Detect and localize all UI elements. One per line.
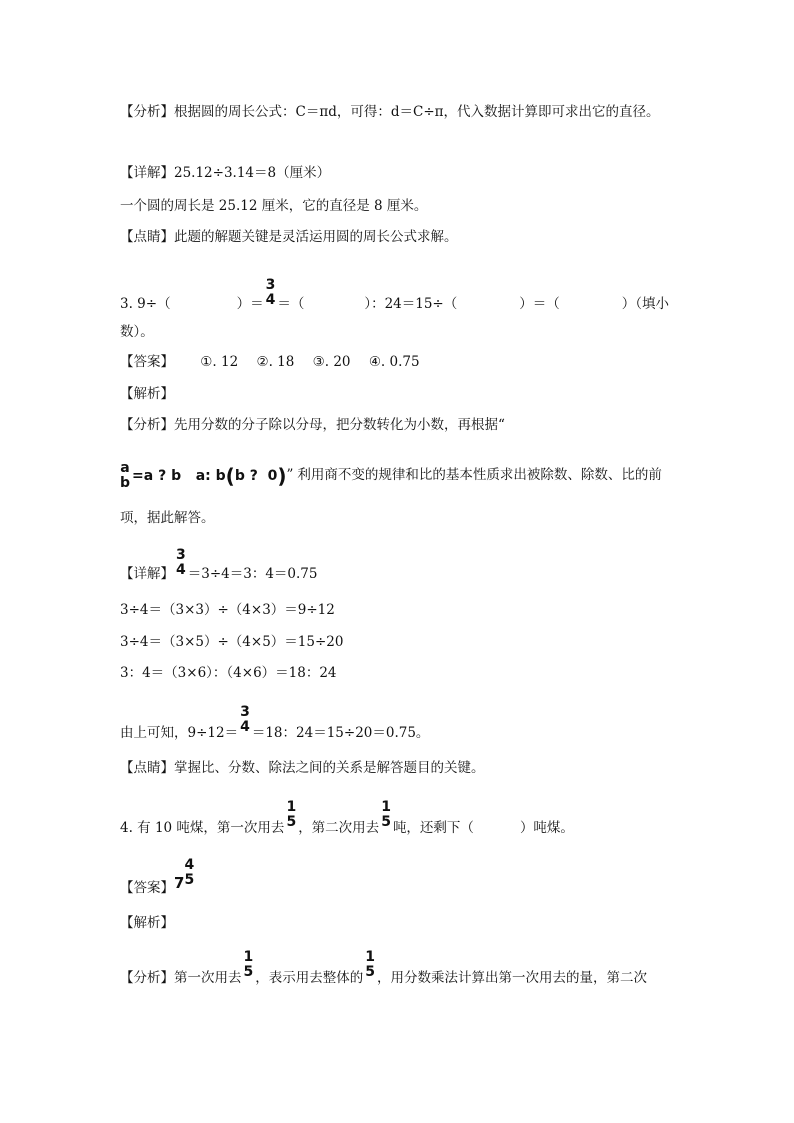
explanation-heading-4: [120, 913, 174, 933]
formula-condition: b ? 0: [234, 467, 278, 484]
mixed-number: 7: [174, 873, 185, 892]
analysis-text-2: ，表示用去整体的: [255, 970, 364, 986]
answer-item-2: ②. 18: [256, 354, 295, 370]
key-point-paragraph-3: [120, 758, 485, 778]
answer-item-1: ①. 12: [200, 354, 239, 370]
q4-mid: ，第二次用去: [298, 820, 380, 836]
detail-tag: 【详解】: [120, 566, 174, 582]
fraction-1-5: 1 5: [286, 799, 297, 830]
explanation-tag: 【解析】: [120, 386, 174, 402]
fraction-1-5: 1 5: [243, 949, 254, 980]
key-point-text: 掌握比、分数、除法之间的关系是解答题目的关键。: [174, 760, 485, 776]
conclusion: [120, 705, 429, 750]
analysis-tag: 【分析】: [120, 417, 174, 433]
q3-suffix: ）（填小: [621, 296, 669, 312]
calc-text-3: 3：4＝（3×6）：（4×6）＝18：24: [120, 665, 337, 681]
analysis-text: 先用分数的分子除以分母，把分数转化为小数，再根据“: [174, 417, 505, 433]
explanation-heading-3: [120, 384, 174, 404]
fraction-3-4: 3 4: [176, 547, 186, 578]
q4-suffix: 吨，还剩下（: [392, 820, 474, 836]
answer-tag: 【答案】: [120, 880, 174, 896]
conclusion-text: ＝18：24＝15÷20＝0.75。: [251, 725, 430, 741]
key-point-text: 此题的解题关键是灵活运用圆的周长公式求解。: [174, 229, 458, 245]
question-3-line2: [120, 322, 154, 342]
q4-prefix: 4. 有 10 吨煤，第一次用去: [120, 820, 285, 836]
q3-line2: 数）。: [120, 324, 154, 340]
fraction-1-5: 1 5: [365, 949, 375, 980]
analysis-paragraph-3: [120, 415, 505, 435]
answer-4: [120, 858, 196, 908]
detail-text: 25.12÷3.14＝8（厘米）: [174, 165, 331, 181]
explanation-tag: 【解析】: [120, 915, 174, 931]
answer-3: [120, 352, 420, 372]
calculation-1: [120, 600, 335, 620]
question-4: [120, 800, 574, 845]
key-point-paragraph-1: [120, 227, 458, 247]
formula-text: 利用商不变的规律和比的基本性质求出被除数、除数、比的前: [297, 467, 662, 483]
analysis-text-1: 第一次用去: [174, 970, 242, 986]
analysis-tag: 【分析】: [120, 104, 174, 120]
detail-text: ＝3÷4＝3：4＝0.75: [187, 566, 318, 582]
fraction-a-b: a b: [120, 459, 131, 491]
calculation-2: [120, 632, 343, 652]
q4-end: ）吨煤。: [519, 820, 574, 836]
analysis-paragraph-1: [120, 102, 660, 122]
result-sentence: [120, 196, 427, 216]
result-text: 一个圆的周长是 25.12 厘米，它的直径是 8 厘米。: [120, 198, 428, 214]
quote-end: ”: [286, 467, 294, 483]
q3-mid1: ）＝: [236, 296, 264, 312]
analysis-tag: 【分析】: [120, 970, 174, 986]
q3-mid4: ）＝（: [519, 296, 560, 312]
calc-text-1: 3÷4＝（3×3）÷（4×3）＝9÷12: [120, 602, 335, 618]
formula-line: a b =a ? b a: b(b ? 0)” 利用商不变的规律和比的基本性质求出被除数、除数、比的前: [120, 455, 662, 496]
calculation-3: [120, 663, 337, 683]
detail-tag: 【详解】: [120, 165, 174, 181]
q3-prefix: 3. 9÷（: [120, 296, 171, 312]
formula-body: =a ? b a: b: [132, 467, 226, 484]
analysis-paragraph-4: [120, 950, 647, 995]
analysis-continuation: [120, 508, 215, 528]
key-point-tag: 【点睛】: [120, 229, 174, 245]
analysis-cont-text: 项，据此解答。: [120, 510, 215, 526]
analysis-text: 根据圆的周长公式：C＝πd，可得：d＝C÷π，代入数据计算即可求出它的直径。: [174, 104, 660, 120]
fraction-3-4: 3 4: [265, 277, 276, 308]
conclusion-prefix: 由上可知，9÷12＝: [120, 725, 239, 741]
fraction-4-5: 4 5: [184, 857, 195, 888]
key-point-tag: 【点睛】: [120, 760, 174, 776]
q3-mid3: ）：24＝15÷（: [364, 296, 458, 312]
calc-text-2: 3÷4＝（3×5）÷（4×5）＝15÷20: [120, 634, 344, 650]
answer-item-3: ③. 20: [312, 354, 351, 370]
fraction-3-4: 3 4: [240, 704, 250, 735]
answer-tag: 【答案】: [120, 354, 174, 370]
detail-paragraph-1: [120, 163, 330, 183]
detail-paragraph-3: [120, 548, 317, 591]
answer-item-4: ④. 0.75: [368, 354, 420, 370]
fraction-1-5: 1 5: [381, 799, 391, 830]
analysis-text-3: ，用分数乘法计算出第一次用去的量，第二次: [377, 970, 647, 986]
q3-mid2: ＝（: [277, 296, 305, 312]
question-3: [120, 278, 669, 321]
